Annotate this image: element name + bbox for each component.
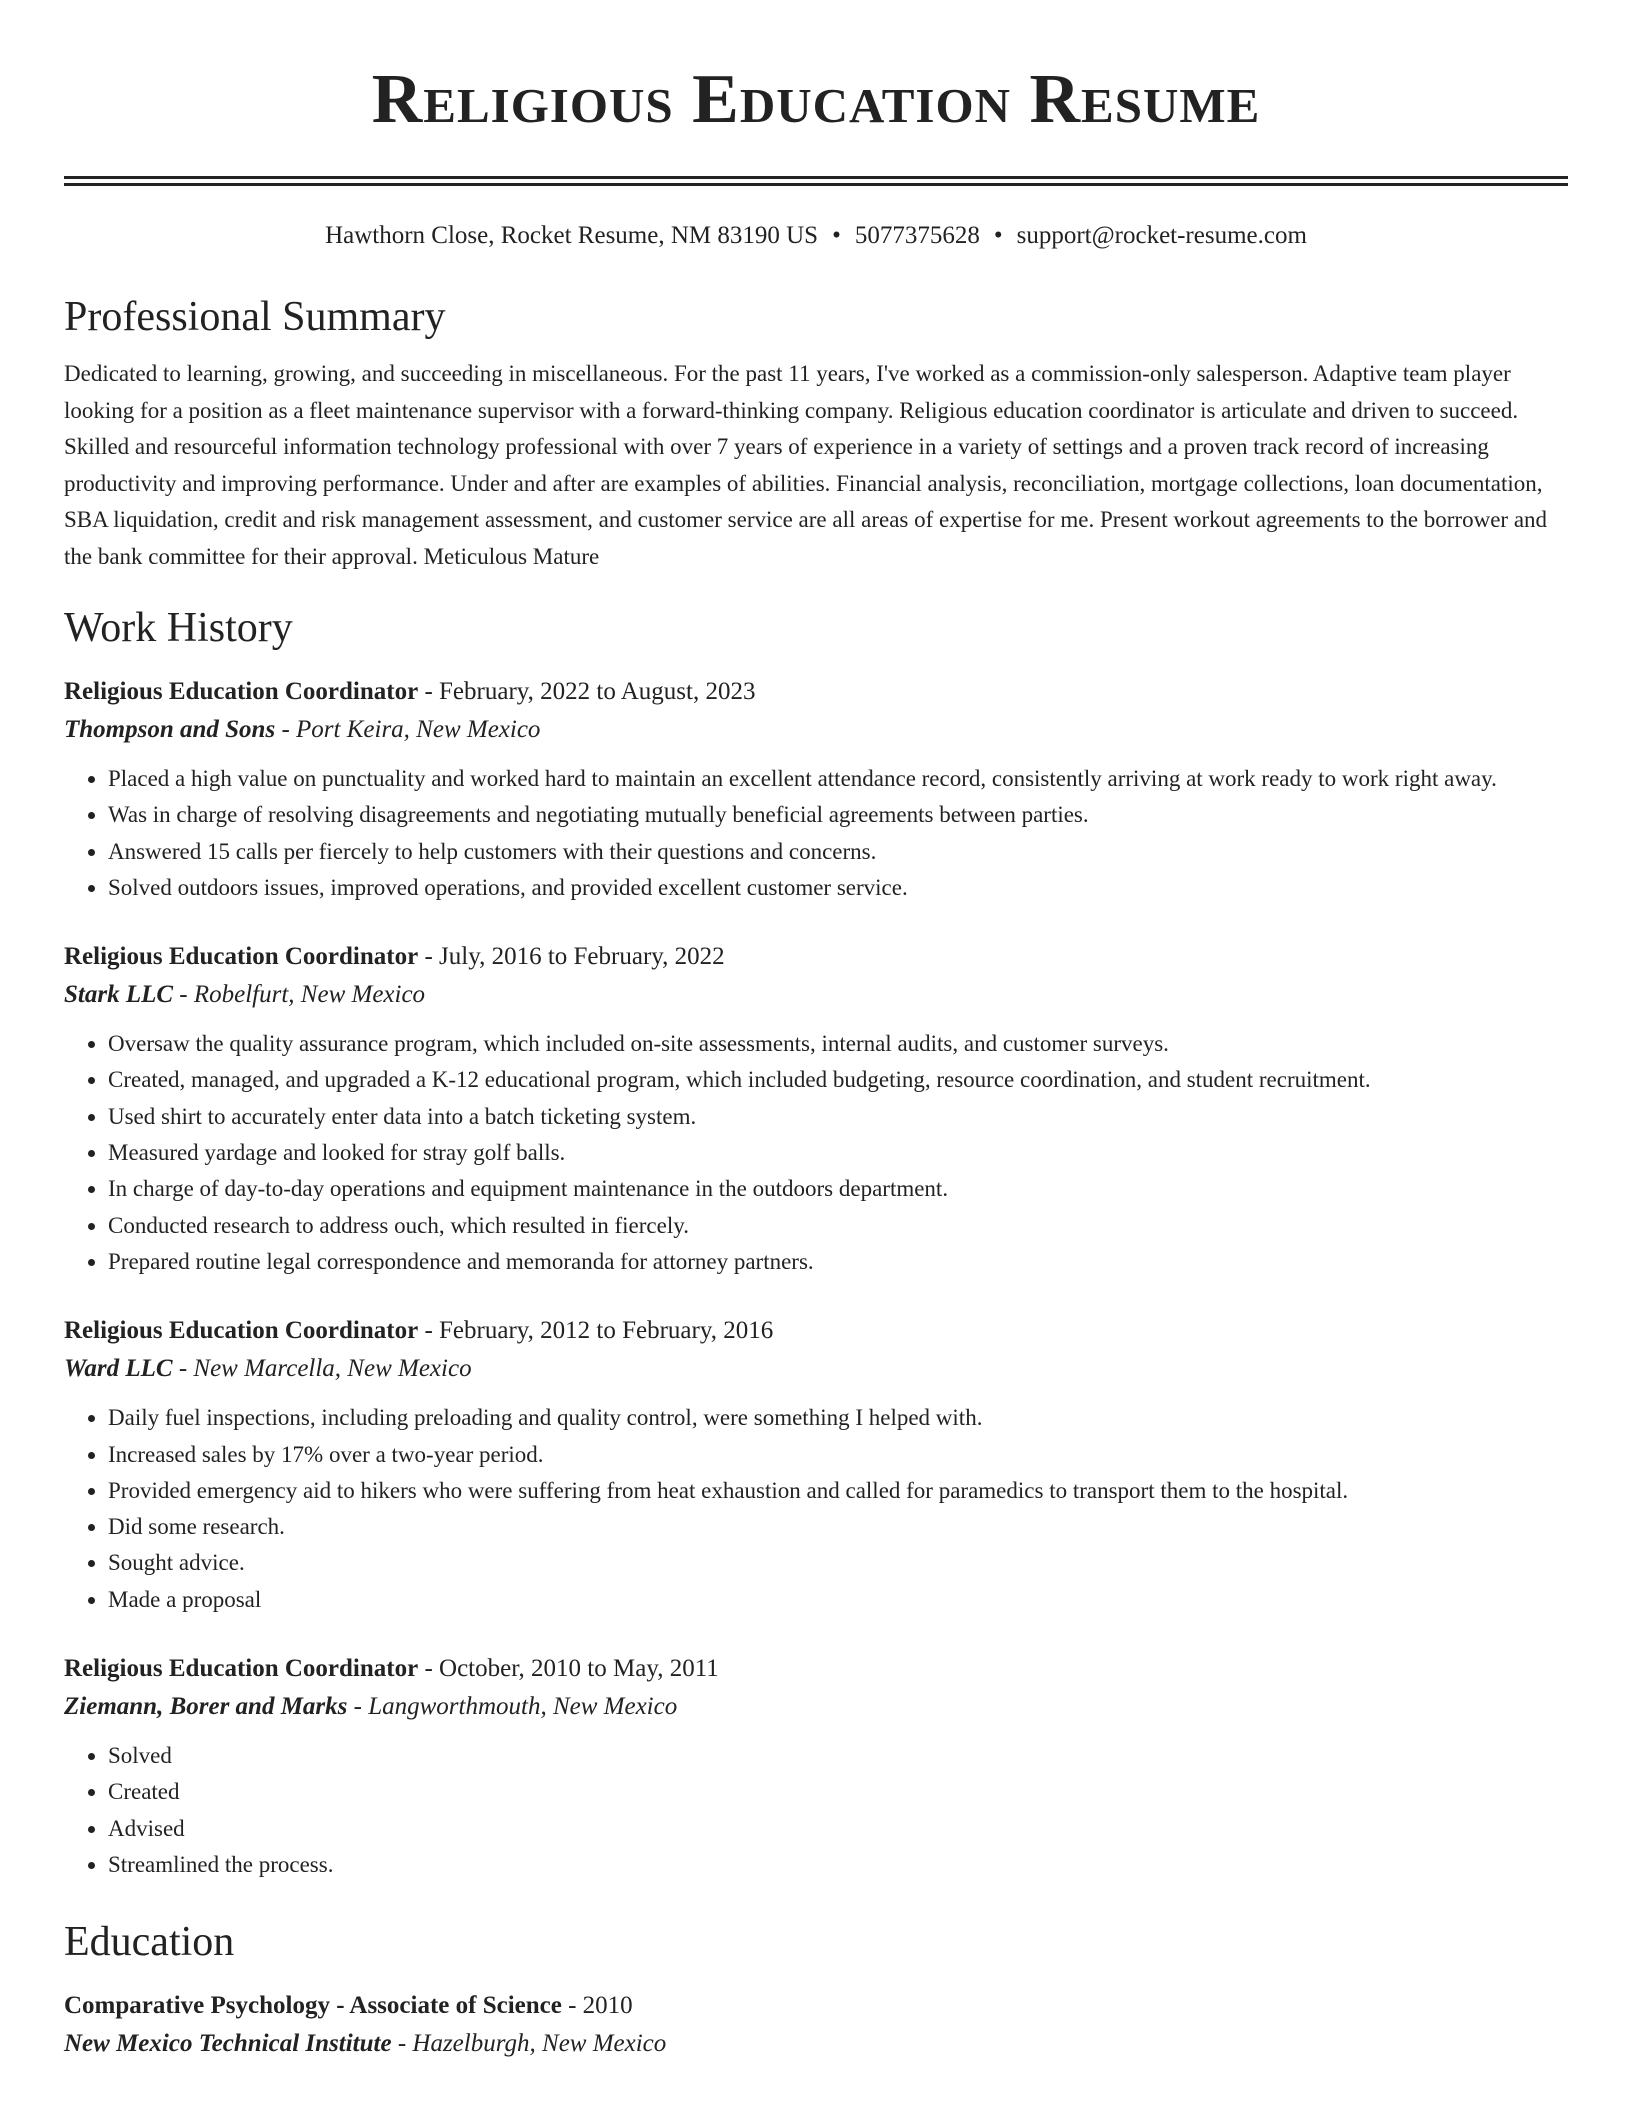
title-divider xyxy=(64,176,1568,186)
job-title-line xyxy=(64,938,1568,976)
job-title: Religious Education Coordinator xyxy=(64,1655,419,1683)
job-title: Religious Education Coordinator xyxy=(64,943,419,971)
school-line xyxy=(64,2025,1568,2063)
degree-name: Comparative Psychology - Associate of Science xyxy=(64,1992,562,2020)
job-title-line xyxy=(64,1650,1568,1688)
job-bullet: • Solved xyxy=(108,1738,1568,1774)
job-bullets xyxy=(64,761,1568,906)
company-line xyxy=(64,1688,1568,1726)
company-name: Stark LLC xyxy=(64,981,174,1009)
resume-title: Religious Education Resume xyxy=(371,61,1261,138)
company-location: - Langworthmouth, New Mexico xyxy=(347,1693,678,1721)
job-bullet: • Increased sales by 17% over a two-year period. xyxy=(108,1437,1568,1473)
contact-separator: • xyxy=(832,222,841,249)
job-bullet: • Prepared routine legal correspondence and memoranda for attorney partners. xyxy=(108,1244,1568,1280)
work-history-heading: Work History xyxy=(64,605,293,651)
job-bullet: • Was in charge of resolving disagreements and negotiating mutually beneficial agreements between parties. xyxy=(108,797,1568,833)
job-bullet: • Placed a high value on punctuality and worked hard to maintain an excellent attendance record, consistently arriving at work ready to work right away. xyxy=(108,761,1568,797)
job-title-line xyxy=(64,673,1568,711)
contact-separator: • xyxy=(993,222,1003,249)
job-title: Religious Education Coordinator xyxy=(64,678,419,705)
job-dates: - February, 2012 to February, 2016 xyxy=(418,1317,774,1345)
company-location: - Robelfurt, New Mexico xyxy=(173,981,426,1009)
job-bullet: • Measured yardage and looked for stray golf balls. xyxy=(108,1135,1568,1171)
company-location: - Port Keira, New Mexico xyxy=(275,716,541,743)
company-line xyxy=(64,711,1568,749)
job-bullet: • Used shirt to accurately enter data into a batch ticketing system. xyxy=(108,1099,1568,1135)
company-line xyxy=(64,976,1568,1014)
job-bullet: • Created, managed, and upgraded a K-12 educational program, which included budgeting, resource coordination, and student recruitment. xyxy=(108,1062,1568,1098)
degree-year: - 2010 xyxy=(561,1992,633,2020)
contact-address: Hawthorn Close, Rocket Resume, NM 83190 US xyxy=(325,222,819,249)
degree-line xyxy=(64,1987,1568,2025)
job-entry xyxy=(64,1312,1568,1618)
contact-phone: 5077375628 xyxy=(854,222,980,249)
education-entry xyxy=(64,1987,1568,2063)
job-bullet: • Conducted research to address ouch, which resulted in fiercely. xyxy=(108,1208,1568,1244)
job-dates: - October, 2010 to May, 2011 xyxy=(418,1655,719,1683)
job-bullets xyxy=(64,1026,1568,1280)
company-location: - New Marcella, New Mexico xyxy=(172,1355,472,1383)
job-entry xyxy=(64,673,1568,906)
job-title: Religious Education Coordinator xyxy=(64,1317,419,1345)
company-name: Ziemann, Borer and Marks xyxy=(64,1693,348,1721)
contact-line xyxy=(64,220,1568,252)
job-bullet: • Sought advice. xyxy=(108,1545,1568,1581)
job-bullet: • In charge of day-to-day operations and equipment maintenance in the outdoors department. xyxy=(108,1171,1568,1207)
job-bullet: • Streamlined the process. xyxy=(108,1847,1568,1883)
job-bullets xyxy=(64,1738,1568,1883)
job-bullet: • Advised xyxy=(108,1811,1568,1847)
company-name: Ward LLC xyxy=(64,1355,173,1383)
job-title-line xyxy=(64,1312,1568,1350)
summary-heading: Professional Summary xyxy=(64,294,446,340)
job-bullet: • Provided emergency aid to hikers who were suffering from heat exhaustion and called for paramedics to transport them to the hospital. xyxy=(108,1473,1568,1509)
school-name: New Mexico Technical Institute xyxy=(64,2030,392,2058)
summary-text: Dedicated to learning, growing, and succeeding in miscellaneous. For the past 11 years, I've worked as a commission-only salesperson. Adaptive team player looking for a position as a fleet maintenance supervisor with a forward-thinking company. Religious education coordinator is articulate and driven to succeed. Skilled and resourceful information technology professional with over 7 years of experience in a variety of settings and a proven track record of increasing productivity and improving performance. Under and after are examples of abilities. Financial analysis, reconciliation, mortgage collections, loan documentation, SBA liquidation, credit and risk management assessment, and customer service are all areas of expertise for me. Present workout agreements to the borrower and the bank committee for their approval. Meticulous Mature xyxy=(64,361,1548,569)
job-dates: - July, 2016 to February, 2022 xyxy=(418,943,725,971)
job-bullet: • Did some research. xyxy=(108,1509,1568,1545)
job-entry xyxy=(64,938,1568,1280)
job-entry xyxy=(64,1650,1568,1883)
school-location: - Hazelburgh, New Mexico xyxy=(391,2030,667,2058)
company-line xyxy=(64,1350,1568,1388)
job-dates: - February, 2022 to August, 2023 xyxy=(418,678,756,705)
contact-email: support@rocket-resume.com xyxy=(1016,222,1307,249)
education-heading: Education xyxy=(64,1919,235,1966)
job-bullets xyxy=(64,1400,1568,1618)
job-bullet: • Answered 15 calls per fiercely to help customers with their questions and concerns. xyxy=(108,834,1568,870)
job-bullet: • Solved outdoors issues, improved operations, and provided excellent customer service. xyxy=(108,870,1568,906)
job-bullet: • Made a proposal xyxy=(108,1582,1568,1618)
company-name: Thompson and Sons xyxy=(64,716,276,743)
job-bullet: • Oversaw the quality assurance program, which included on-site assessments, internal audits, and customer surveys. xyxy=(108,1026,1568,1062)
resume-page xyxy=(64,0,1568,2063)
job-bullet: • Created xyxy=(108,1774,1568,1810)
job-bullet: • Daily fuel inspections, including preloading and quality control, were something I helped with. xyxy=(108,1400,1568,1436)
